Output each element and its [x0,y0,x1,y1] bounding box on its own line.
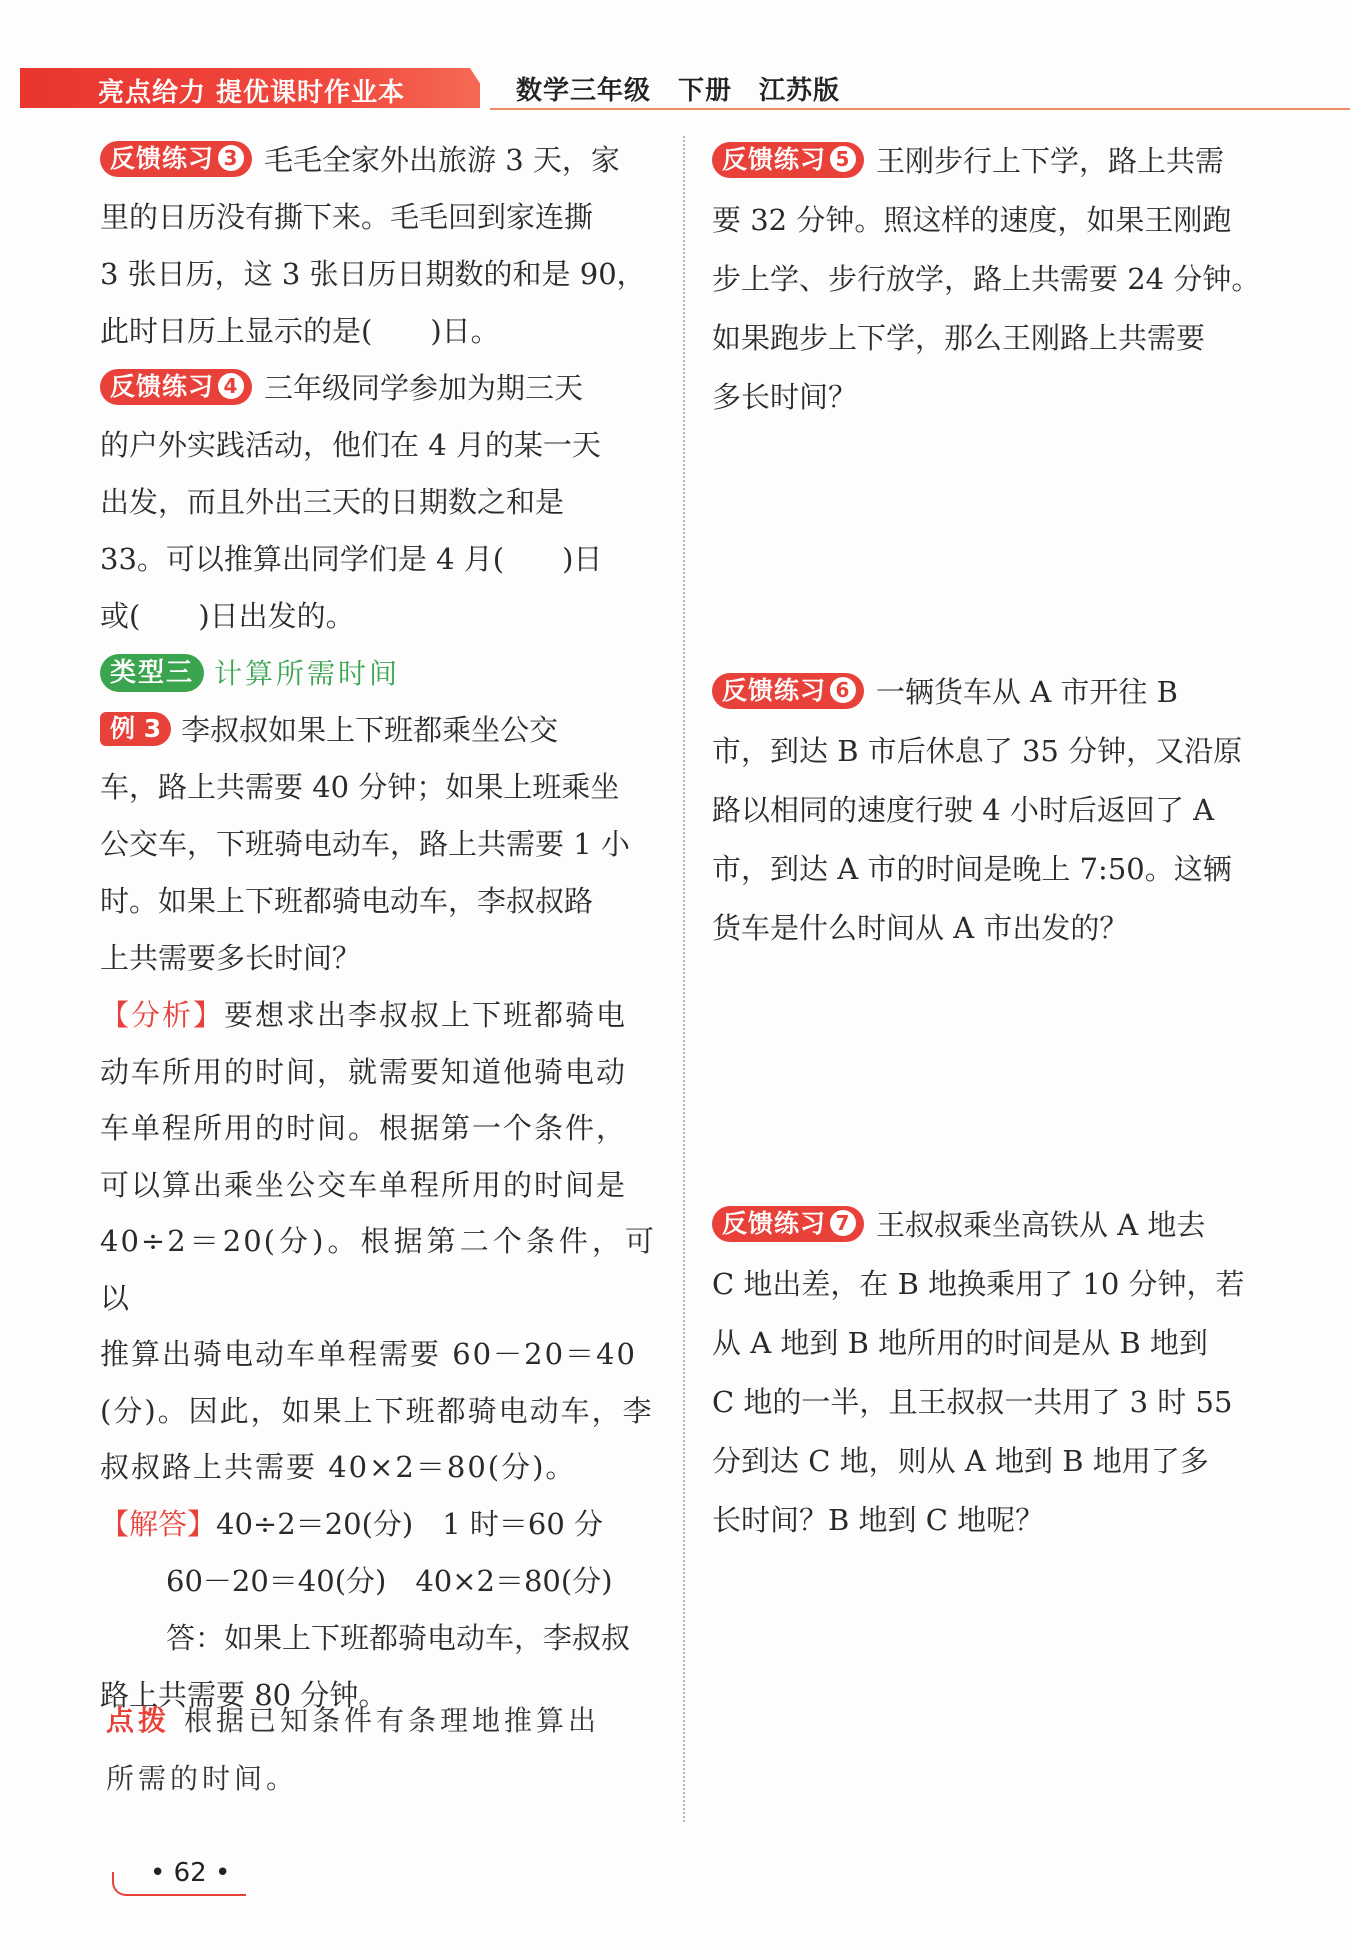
text-line: 要 32 分钟。照这样的速度，如果王刚跑 [712,203,1232,237]
exercise-badge [712,142,864,178]
tip-text [106,1692,666,1808]
text-line: 如果跑步上下学，那么王刚路上共需要 [712,321,1206,355]
text-line: 动车所用的时间，就需要知道他骑电动 [100,1054,628,1089]
header-rule [490,108,1350,110]
book-title: 亮点给力 提优课时作业本 [98,78,406,108]
tip-label: 点拨 [106,1704,171,1737]
text-line: 货车是什么时间从 A 市出发的？ [712,911,1129,945]
text-line: 40÷2＝20(分) 1 时＝60 分 [216,1506,603,1541]
feedback-exercise-5 [712,132,1272,427]
text-line: 路上共需要 80 分钟。 [100,1677,388,1712]
example-badge: 例 3 [100,712,171,746]
feedback-exercise-3 [100,132,656,360]
text-line: 3 张日历，这 3 张日历日期数的和是 90， [100,257,646,291]
text-line: 长时间？B 地到 C 地呢？ [712,1503,1045,1537]
text-line: (分)。因此，如果上下班都骑电动车，李 [100,1393,654,1428]
answer-label: 【解答】 [100,1506,217,1541]
text-line: 答：如果上下班都骑电动车，李叔叔 [166,1620,631,1655]
analysis-section [100,987,656,1496]
type-title: 计算所需时间 [214,657,401,690]
text-line: 王叔叔乘坐高铁从 A 地去 [876,1208,1206,1242]
column-divider [683,136,685,1822]
text-line: 步上学、步行放学，路上共需要 24 分钟。 [712,262,1261,296]
text-line: C 地的一半，且王叔叔一共用了 3 时 55 [712,1385,1233,1419]
text-line: 李叔叔如果上下班都乘坐公交 [181,713,559,747]
text-line: 车，路上共需要 40 分钟；如果上班乘坐 [100,770,620,804]
text-line: 市，到达 B 市后休息了 35 分钟，又沿原 [712,734,1243,768]
type-badge: 类型三 [100,654,204,692]
page-header [20,62,1335,112]
text-line: 分到达 C 地，则从 A 地到 B 地用了多 [712,1444,1209,1478]
right-column [712,132,1272,1537]
text-line: 多长时间？ [712,380,858,414]
text-line: 时。如果上下班都骑电动车，李叔叔路 [100,884,594,918]
answer-section [100,1496,656,1724]
exercise-badge [100,369,252,405]
badge-label: 反馈练习 [722,145,827,174]
text-line: 可以算出乘坐公交车单程所用的时间是 [100,1167,628,1202]
text-line: 推算出骑电动车单程需要 60－20＝40 [100,1337,637,1371]
tip-box [106,1692,666,1808]
feedback-exercise-6 [712,663,1272,958]
text-line: 市，到达 A 市的时间是晚上 7:50。这辆 [712,852,1232,886]
badge-number: 5 [830,146,856,172]
left-column [100,132,656,1724]
page-number [108,1858,238,1898]
text-line: 王刚步行上下学，路上共需 [876,144,1225,178]
page-number-ornament [112,1872,140,1896]
text-line: 要想求出李叔叔上下班都骑电 [224,998,628,1032]
text-line: 三年级同学参加为期三天 [264,371,584,405]
feedback-exercise-4 [100,360,656,645]
text-line: 40÷2＝20(分)。根据第二个条件，可以 [100,1224,656,1315]
analysis-label: 【分析】 [100,998,225,1032]
text-line: 33。可以推算出同学们是 4 月( )日 [100,542,603,576]
badge-label: 反馈练习 [110,372,215,401]
feedback-exercise-7 [712,1196,1272,1550]
badge-label: 反馈练习 [722,1209,827,1238]
type-three-heading [100,645,656,702]
text-line: 上共需要多长时间？ [100,941,362,975]
text-line: 一辆货车从 A 市开往 B [876,675,1178,709]
badge-number: 3 [218,145,244,171]
badge-number: 4 [218,373,244,399]
text-line: 出发，而且外出三天的日期数之和是 [100,485,565,519]
text-line: 从 A 地到 B 地所用的时间是从 B 地到 [712,1326,1208,1360]
text-line: C 地出差，在 B 地换乘用了 10 分钟，若 [712,1267,1245,1301]
exercise-badge [100,141,252,177]
page-number-text: • 62 • [150,1858,231,1888]
text-line: 此时日历上显示的是( )日。 [100,314,500,348]
text-line: 根据已知条件有条理地推算出 [184,1704,601,1737]
badge-label: 反馈练习 [722,676,827,705]
text-line: 路以相同的速度行驶 4 小时后返回了 A [712,793,1215,827]
text-line: 或( )日出发的。 [100,599,355,633]
badge-label: 反馈练习 [110,144,215,173]
exercise-badge [712,673,864,709]
text-line: 里的日历没有撕下来。毛毛回到家连撕 [100,200,594,234]
text-line: 所需的时间。 [106,1762,299,1795]
example-3 [100,702,656,987]
text-line: 60－20＝40(分) 40×2＝80(分) [166,1563,613,1598]
text-line: 的户外实践活动，他们在 4 月的某一天 [100,428,601,462]
page-number-rule [136,1894,246,1896]
subject-info: 数学三年级 下册 江苏版 [516,76,841,106]
text-line: 车单程所用的时间。根据第一个条件， [100,1111,628,1145]
text-line: 叔叔路上共需要 40×2＝80(分)。 [100,1450,577,1484]
text-line: 公交车，下班骑电动车，路上共需要 1 小 [100,827,630,861]
badge-number: 7 [830,1210,856,1236]
exercise-badge [712,1206,864,1242]
text-line: 毛毛全家外出旅游 3 天，家 [264,143,620,177]
badge-number: 6 [830,677,856,703]
